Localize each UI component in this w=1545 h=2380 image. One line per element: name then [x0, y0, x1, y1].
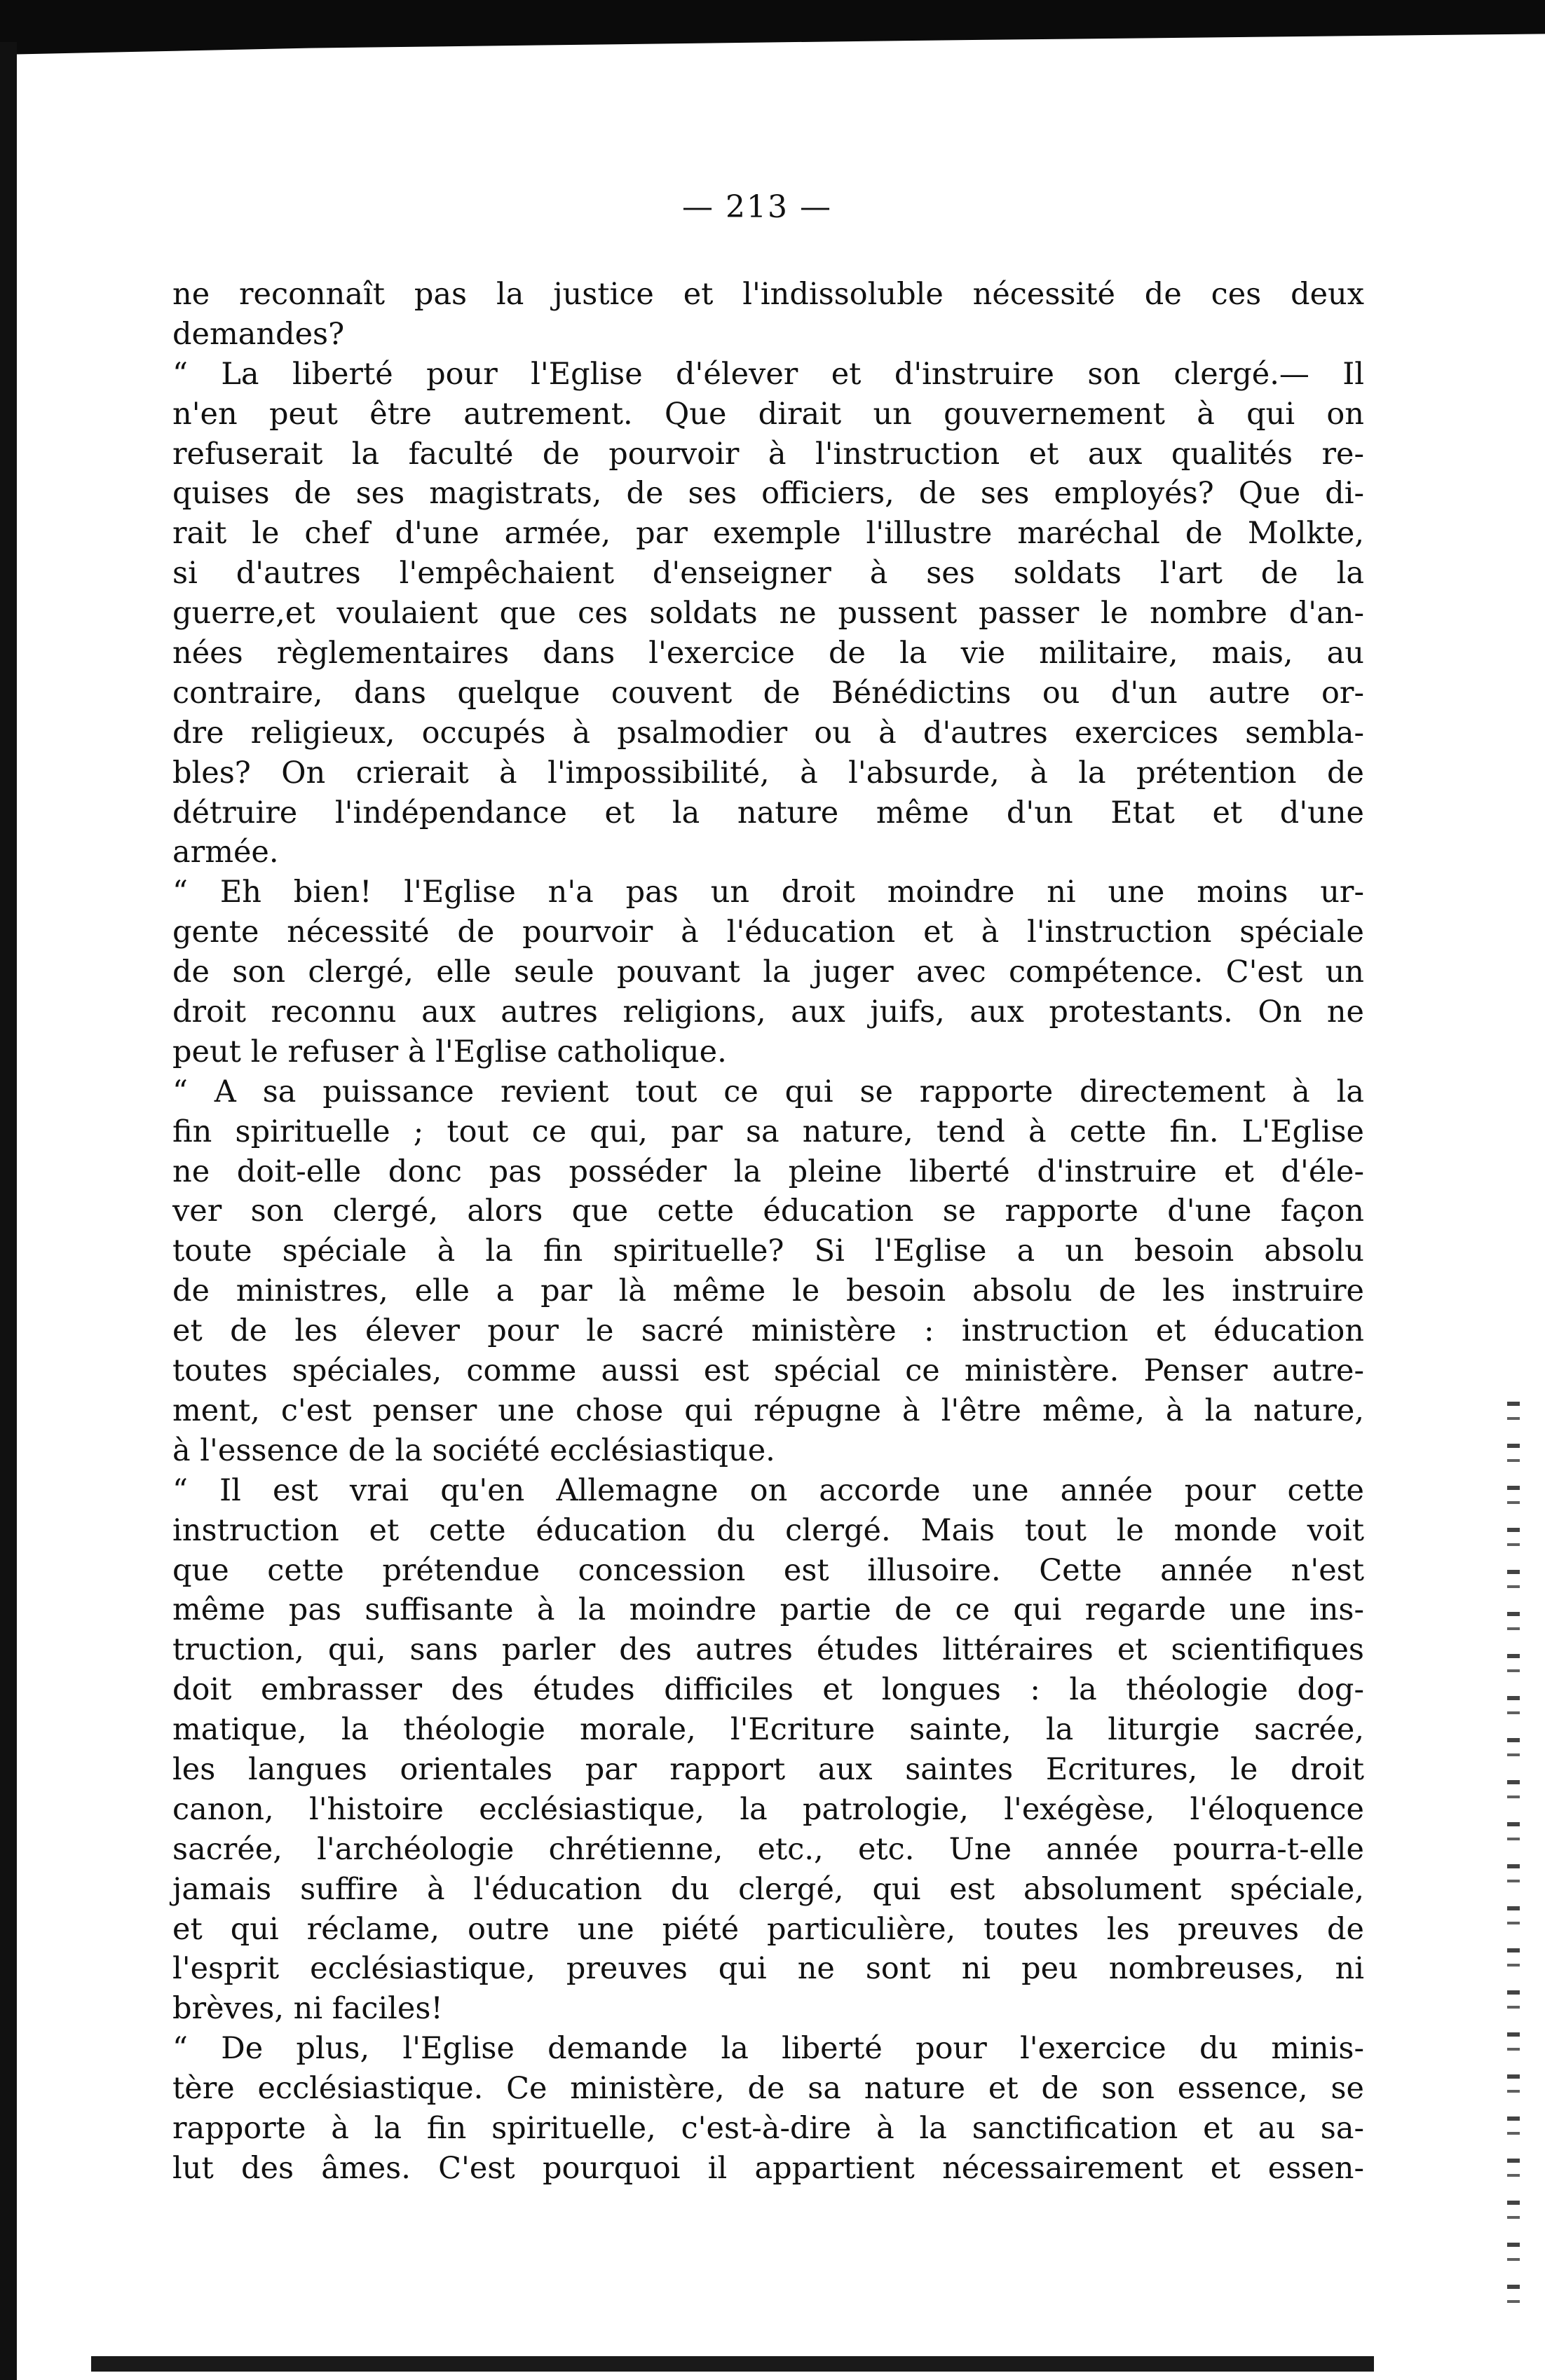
text-line: toute spéciale à la fin spirituelle? Si l'Eglise a un besoin absolu	[172, 1233, 1364, 1269]
text-line: quises de ses magistrats, de ses officiers, de ses employés? Que di-	[172, 476, 1364, 512]
text-line: ne doit-elle donc pas posséder la pleine liberté d'instruire et d'éle-	[172, 1154, 1364, 1189]
scan-border-left	[0, 42, 17, 2380]
text-line: dre religieux, occupés à psalmodier ou à d'autres exercices sembla-	[172, 715, 1364, 751]
text-line: refuserait la faculté de pourvoir à l'instruction et aux qualités re-	[172, 436, 1364, 472]
text-line: lut des âmes. C'est pourquoi il appartient nécessairement et essen-	[172, 2150, 1364, 2186]
text-line: demandes?	[172, 316, 345, 352]
text-line: et qui réclame, outre une piété particulière, toutes les preuves de	[172, 1911, 1364, 1947]
text-line: “ Eh bien! l'Eglise n'a pas un droit moindre ni une moins ur-	[172, 875, 1364, 910]
text-line: n'en peut être autrement. Que dirait un gouvernement à qui on	[172, 396, 1364, 432]
text-line: nées règlementaires dans l'exercice de la vie militaire, mais, au	[172, 636, 1364, 671]
text-line: instruction et cette éducation du clergé. Mais tout le monde voit	[172, 1512, 1364, 1548]
body-text	[172, 275, 1364, 2189]
text-line: que cette prétendue concession est illusoire. Cette année n'est	[172, 1552, 1364, 1588]
scan-margin-marks	[1507, 1402, 1520, 2313]
text-line: armée.	[172, 835, 279, 870]
text-line: “ A sa puissance revient tout ce qui se rapporte directement à la	[172, 1074, 1364, 1109]
text-line: rait le chef d'une armée, par exemple l'illustre maréchal de Molkte,	[172, 516, 1364, 552]
text-line: les langues orientales par rapport aux saintes Ecritures, le droit	[172, 1751, 1364, 1787]
text-line: matique, la théologie morale, l'Ecriture sainte, la liturgie sacrée,	[172, 1712, 1364, 1748]
text-line: tère ecclésiastique. Ce ministère, de sa nature et de son essence, se	[172, 2071, 1364, 2107]
text-line: guerre,et voulaient que ces soldats ne pussent passer le nombre d'an-	[172, 596, 1364, 631]
text-line: “ De plus, l'Eglise demande la liberté pour l'exercice du minis-	[172, 2031, 1364, 2067]
text-line: droit reconnu aux autres religions, aux juifs, aux protestants. On ne	[172, 994, 1364, 1030]
text-line: doit embrasser des études difficiles et longues : la théologie dog-	[172, 1672, 1364, 1708]
scan-border-bottom	[91, 2356, 1374, 2372]
text-line: détruire l'indépendance et la nature même d'un Etat et d'une	[172, 795, 1364, 830]
text-line: contraire, dans quelque couvent de Bénédictins ou d'un autre or-	[172, 675, 1364, 711]
text-line: ne reconnaît pas la justice et l'indissoluble nécessité de ces deux	[172, 277, 1364, 312]
page-number: — 213 —	[682, 189, 832, 225]
text-line: jamais suffire à l'éducation du clergé, qui est absolument spéciale,	[172, 1871, 1364, 1907]
text-line: peut le refuser à l'Eglise catholique.	[172, 1034, 727, 1069]
text-line: bles? On crierait à l'impossibilité, à l'absurde, à la prétention de	[172, 755, 1364, 791]
text-line: truction, qui, sans parler des autres études littéraires et scientifiques	[172, 1632, 1364, 1668]
text-line: rapporte à la fin spirituelle, c'est-à-dire à la sanctification et au sa-	[172, 2110, 1364, 2146]
text-line: ver son clergé, alors que cette éducation se rapporte d'une façon	[172, 1194, 1364, 1229]
scan-border-top	[0, 0, 1545, 55]
text-line: brèves, ni faciles!	[172, 1991, 443, 2027]
text-line: “ La liberté pour l'Eglise d'élever et d'instruire son clergé.— Il	[172, 356, 1364, 392]
text-line: de son clergé, elle seule pouvant la juger avec compétence. C'est un	[172, 955, 1364, 990]
text-line: ment, c'est penser une chose qui répugne à l'être même, à la nature,	[172, 1393, 1364, 1428]
text-line: l'esprit ecclésiastique, preuves qui ne sont ni peu nombreuses, ni	[172, 1951, 1364, 1987]
text-line: gente nécessité de pourvoir à l'éducation et à l'instruction spéciale	[172, 915, 1364, 950]
text-line: à l'essence de la société ecclésiastique.	[172, 1432, 775, 1468]
text-line: “ Il est vrai qu'en Allemagne on accorde une année pour cette	[172, 1472, 1364, 1508]
text-line: canon, l'histoire ecclésiastique, la patrologie, l'exégèse, l'éloquence	[172, 1791, 1364, 1827]
text-line: de ministres, elle a par là même le besoin absolu de les instruire	[172, 1273, 1364, 1309]
text-line: même pas suffisante à la moindre partie de ce qui regarde une ins-	[172, 1592, 1364, 1628]
text-line: et de les élever pour le sacré ministère : instruction et éducation	[172, 1313, 1364, 1349]
text-line: si d'autres l'empêchaient d'enseigner à ses soldats l'art de la	[172, 556, 1364, 591]
text-line: fin spirituelle ; tout ce qui, par sa nature, tend à cette fin. L'Eglise	[172, 1114, 1364, 1149]
text-line: toutes spéciales, comme aussi est spécial ce ministère. Penser autre-	[172, 1353, 1364, 1389]
text-line: sacrée, l'archéologie chrétienne, etc., etc. Une année pourra-t-elle	[172, 1831, 1364, 1867]
